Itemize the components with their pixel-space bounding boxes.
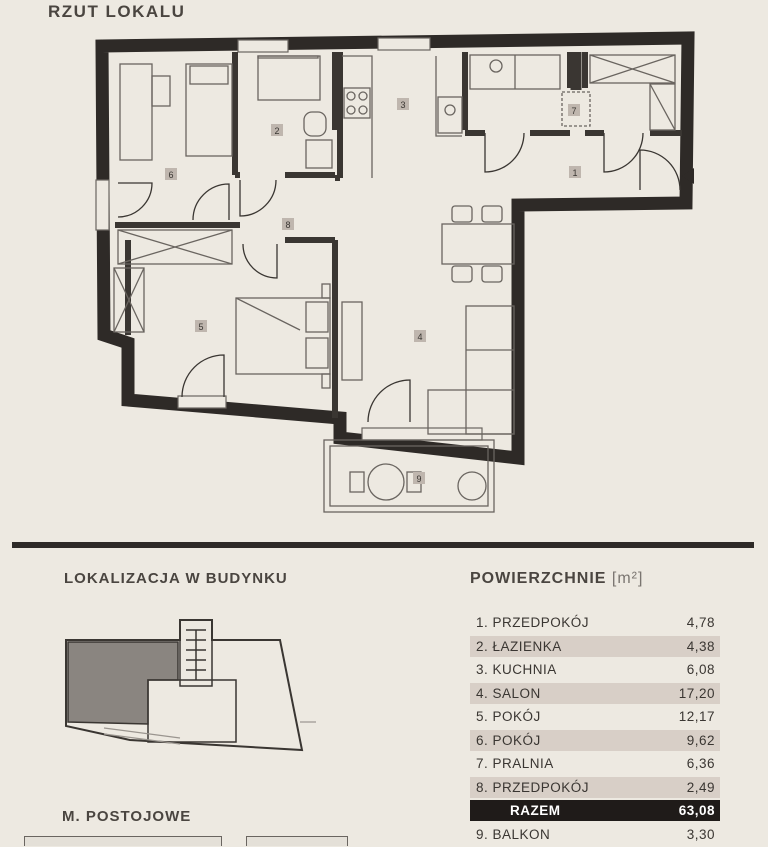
area-name: 7. PRALNIA xyxy=(476,756,554,771)
room-number-7: 7 xyxy=(571,106,577,116)
area-row xyxy=(470,612,720,633)
room-number-2: 2 xyxy=(274,126,280,136)
area-row xyxy=(470,706,720,727)
area-name: 9. BALKON xyxy=(476,826,551,842)
area-name: 4. SALON xyxy=(476,685,541,701)
area-row-balcony xyxy=(470,824,720,845)
areas-unit: [m²] xyxy=(611,570,644,587)
area-row xyxy=(470,777,720,798)
area-name: 1. PRZEDPOKÓJ xyxy=(476,615,590,630)
room-number-8: 8 xyxy=(285,220,291,230)
room-number-4: 4 xyxy=(417,332,423,342)
area-name: 8. PRZEDPOKÓJ xyxy=(476,779,590,795)
area-value: 6,08 xyxy=(686,662,715,677)
area-row xyxy=(470,659,720,680)
window-kitchen xyxy=(378,38,430,50)
area-value: 3,30 xyxy=(686,826,715,842)
parking-title: M. POSTOJOWE xyxy=(62,808,192,825)
area-name: 5. POKÓJ xyxy=(476,709,541,724)
area-value: 6,36 xyxy=(686,756,715,771)
area-value: 12,17 xyxy=(678,709,715,724)
area-name: 6. POKÓJ xyxy=(476,732,541,748)
window-bathroom xyxy=(238,40,288,52)
room-number-1: 1 xyxy=(572,168,578,178)
room-number-6: 6 xyxy=(168,170,174,180)
apartment-location-highlight xyxy=(68,642,178,724)
outer-wall xyxy=(102,38,688,458)
window-room6 xyxy=(96,180,109,230)
area-value: 9,62 xyxy=(686,732,715,748)
location-title: LOKALIZACJA W BUDYNKU xyxy=(64,570,288,587)
area-total-name: RAZEM xyxy=(510,803,561,818)
area-name: 3. KUCHNIA xyxy=(476,662,557,677)
area-value: 2,49 xyxy=(686,779,715,795)
areas-table xyxy=(470,612,720,847)
area-total-row xyxy=(470,800,720,821)
area-total-value: 63,08 xyxy=(678,803,715,818)
room-number-3: 3 xyxy=(400,100,406,110)
area-value: 4,78 xyxy=(686,615,715,630)
area-value: 17,20 xyxy=(678,685,715,701)
areas-title-text: POWIERZCHNIE xyxy=(470,570,607,587)
room-number-9: 9 xyxy=(416,474,422,484)
area-row xyxy=(470,636,720,657)
section-divider xyxy=(12,542,754,548)
window-room5 xyxy=(178,396,226,408)
area-value: 4,38 xyxy=(686,638,715,654)
area-row xyxy=(470,753,720,774)
plan-title: RZUT LOKALU xyxy=(48,2,186,21)
area-row xyxy=(470,683,720,704)
area-name: 2. ŁAZIENKA xyxy=(476,638,562,654)
area-row xyxy=(470,730,720,751)
areas-title xyxy=(470,570,643,588)
room-number-5: 5 xyxy=(198,322,204,332)
